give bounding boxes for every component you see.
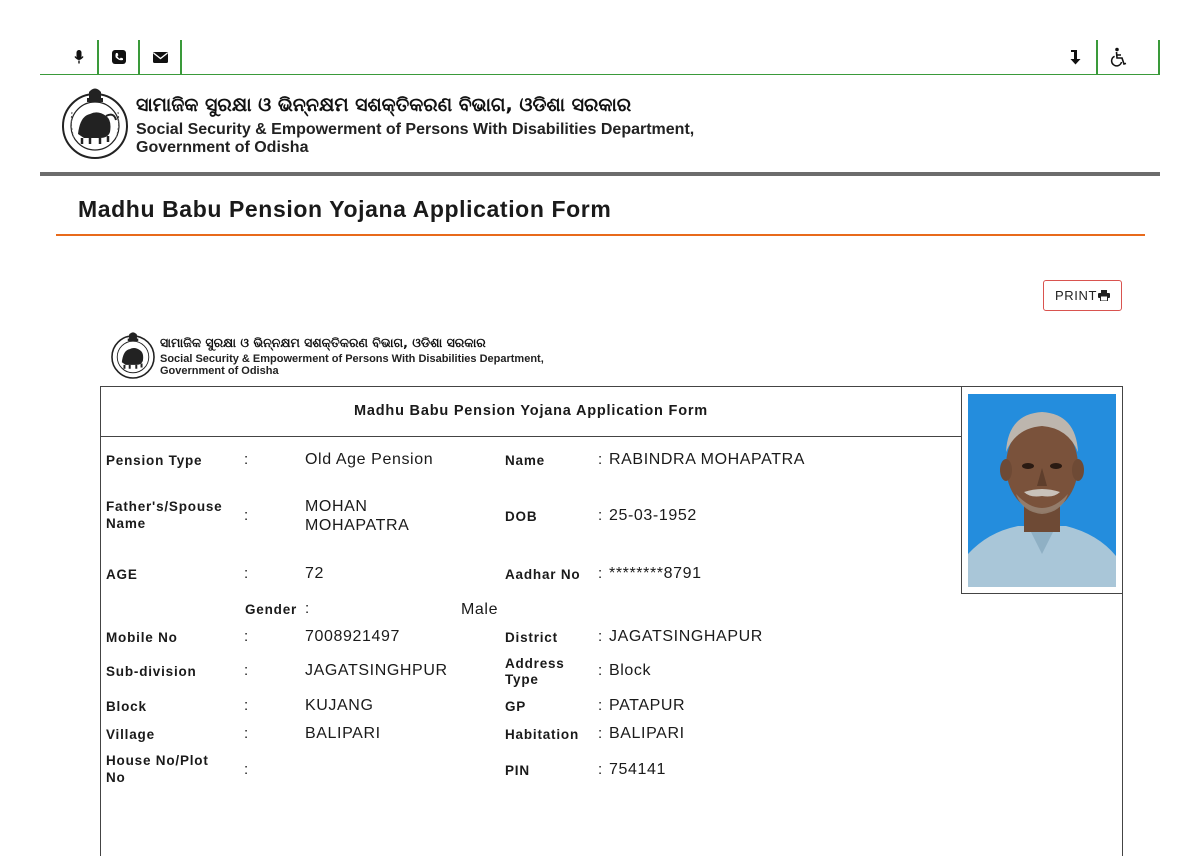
subdivision-value: JAGATSINGHPUR (305, 662, 448, 679)
age-colon: : (244, 565, 249, 582)
father-spouse-label-line2: Name (106, 516, 146, 531)
phone-icon[interactable] (100, 40, 138, 74)
father-spouse-value-line2: MOHAPATRA (305, 517, 410, 534)
dob-value: 25-03-1952 (609, 507, 697, 524)
gp-value: PATAPUR (609, 697, 686, 714)
block-colon: : (244, 697, 249, 714)
habitation-label: Habitation (505, 727, 579, 742)
gender-value: Male (461, 601, 499, 618)
top-utility-bar (40, 40, 1160, 75)
father-spouse-colon: : (244, 507, 249, 524)
name-colon: : (598, 451, 603, 468)
form-department-line1: Social Security & Empowerment of Persons With Disabilities Department, (160, 353, 544, 365)
gender-colon: : (305, 600, 310, 617)
header-divider (40, 172, 1160, 176)
gp-label: GP (505, 699, 527, 714)
aadhar-value: ********8791 (609, 565, 702, 582)
block-value: KUJANG (305, 697, 374, 714)
gp-colon: : (598, 697, 603, 714)
pension-type-label: Pension Type (106, 453, 203, 468)
aadhar-colon: : (598, 565, 603, 582)
district-label: District (505, 630, 558, 645)
house-no-label-line2: No (106, 770, 126, 785)
district-value: JAGATSINGHAPUR (609, 628, 763, 645)
house-no-colon: : (244, 761, 249, 778)
aadhar-label: Aadhar No (505, 567, 581, 582)
village-label: Village (106, 727, 155, 742)
pin-label: PIN (505, 763, 530, 778)
habitation-value: BALIPARI (609, 725, 685, 742)
print-button[interactable] (1043, 280, 1122, 311)
district-colon: : (598, 628, 603, 645)
form-emblem-logo (110, 330, 156, 380)
pin-colon: : (598, 761, 603, 778)
dob-colon: : (598, 507, 603, 524)
father-spouse-label-line1: Father's/Spouse (106, 499, 223, 514)
print-button-label: PRINT (1055, 288, 1097, 303)
mobile-colon: : (244, 628, 249, 645)
name-label: Name (505, 453, 545, 468)
subdivision-label: Sub-division (106, 664, 197, 679)
department-title-line2: Government of Odisha (136, 139, 309, 156)
odisha-emblem-logo (60, 86, 130, 160)
age-label: AGE (106, 567, 138, 582)
printer-icon (1098, 290, 1110, 301)
village-value: BALIPARI (305, 725, 381, 742)
department-title-odia: ସାମାଜିକ ସୁରକ୍ଷା ଓ ଭିନ୍ନକ୍ଷମ ସଶକ୍ତିକରଣ ବିଭାଗ, ଓଡିଶା ସରକାର (136, 94, 632, 116)
house-no-label-line1: House No/Plot (106, 753, 209, 768)
envelope-icon[interactable] (141, 40, 179, 74)
mobile-value: 7008921497 (305, 628, 400, 645)
title-underline (56, 234, 1145, 236)
address-type-label-line2: Type (505, 672, 539, 687)
village-colon: : (244, 725, 249, 742)
dob-label: DOB (505, 509, 538, 524)
skip-to-content-arrow-icon[interactable] (1058, 40, 1094, 74)
pension-type-value: Old Age Pension (305, 451, 434, 468)
applicant-photo (968, 394, 1116, 587)
age-value: 72 (305, 565, 324, 582)
form-department-line2: Government of Odisha (160, 365, 279, 377)
father-spouse-value-line1: MOHAN (305, 498, 368, 515)
address-type-colon: : (598, 662, 603, 679)
accessibility-icon[interactable] (1099, 40, 1139, 74)
pin-value: 754141 (609, 761, 666, 778)
habitation-colon: : (598, 725, 603, 742)
address-type-label-line1: Address (505, 656, 565, 671)
department-title-line1: Social Security & Empowerment of Persons With Disabilities Department, (136, 121, 695, 138)
microphone-icon[interactable] (62, 40, 96, 74)
subdivision-colon: : (244, 662, 249, 679)
form-department-odia: ସାମାଜିକ ସୁରକ୍ଷା ଓ ଭିନ୍ନକ୍ଷମ ସଶକ୍ତିକରଣ ବିଭାଗ, ଓଡିଶା ସରକାର (160, 335, 486, 350)
gender-label: Gender (245, 602, 298, 617)
page-title: Madhu Babu Pension Yojana Application Form (78, 196, 612, 222)
form-title: Madhu Babu Pension Yojana Application Form (100, 386, 962, 437)
name-value: RABINDRA MOHAPATRA (609, 451, 806, 468)
address-type-value: Block (609, 662, 652, 679)
mobile-label: Mobile No (106, 630, 178, 645)
block-label: Block (106, 699, 147, 714)
pension-type-colon: : (244, 451, 249, 468)
